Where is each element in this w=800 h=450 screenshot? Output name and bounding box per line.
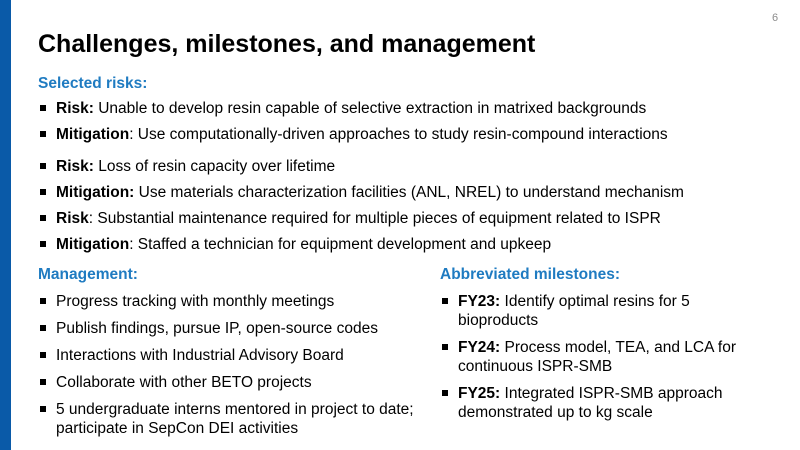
- management-heading: Management:: [38, 266, 138, 283]
- risk-item: [38, 99, 684, 118]
- milestone-item-label: FY24:: [458, 339, 501, 356]
- management-list: [38, 292, 418, 438]
- mitigation-item: [38, 183, 684, 202]
- milestone-item-text: Identify optimal resins for 5 bioproducts: [458, 293, 690, 329]
- risk-item-label: Risk: [56, 210, 89, 227]
- risk-item-label: Risk:: [56, 100, 94, 117]
- milestone-item-label: FY23:: [458, 293, 501, 310]
- management-item: Progress tracking with monthly meetings: [38, 292, 418, 311]
- mitigation-item-text: : Use computationally-driven approaches to study resin-compound interactions: [129, 126, 668, 143]
- mitigation-item-text: Use materials characterization facilities (ANL, NREL) to understand mechanism: [134, 184, 684, 201]
- milestones-list: [440, 292, 770, 422]
- risk-item-text: : Substantial maintenance required for multiple pieces of equipment related to ISPR: [88, 210, 661, 227]
- management-item: 5 undergraduate interns mentored in project to date; participate in SepCon DEI activities: [38, 400, 418, 438]
- milestone-item: [440, 292, 770, 330]
- milestones-heading: Abbreviated milestones:: [440, 266, 621, 283]
- milestone-item-text: Integrated ISPR-SMB approach demonstrated up to kg scale: [458, 385, 723, 421]
- milestone-item: [440, 384, 770, 422]
- milestone-item-text: Process model, TEA, and LCA for continuous ISPR-SMB: [458, 339, 736, 375]
- mitigation-item-label: Mitigation:: [56, 184, 135, 201]
- risk-item: [38, 157, 684, 176]
- risk-item-text: Loss of resin capacity over lifetime: [93, 158, 336, 175]
- risk-item-text: Unable to develop resin capable of selective extraction in matrixed backgrounds: [93, 100, 647, 117]
- mitigation-item-text: : Staffed a technician for equipment development and upkeep: [129, 236, 552, 253]
- management-item: Interactions with Industrial Advisory Board: [38, 346, 418, 365]
- mitigation-item: [38, 125, 684, 144]
- milestone-item-label: FY25:: [458, 385, 501, 402]
- management-item: Collaborate with other BETO projects: [38, 373, 418, 392]
- mitigation-item-label: Mitigation: [56, 126, 130, 143]
- risks-list: [38, 99, 684, 254]
- slide-title: Challenges, milestones, and management: [38, 30, 536, 58]
- mitigation-item-label: Mitigation: [56, 236, 130, 253]
- accent-bar: [0, 0, 11, 450]
- risk-item: [38, 209, 684, 228]
- risks-heading: Selected risks:: [38, 75, 148, 92]
- page-number: 6: [772, 12, 779, 24]
- management-item: Publish findings, pursue IP, open-source codes: [38, 319, 418, 338]
- risk-item-label: Risk:: [56, 158, 94, 175]
- milestone-item: [440, 338, 770, 376]
- mitigation-item: [38, 235, 684, 254]
